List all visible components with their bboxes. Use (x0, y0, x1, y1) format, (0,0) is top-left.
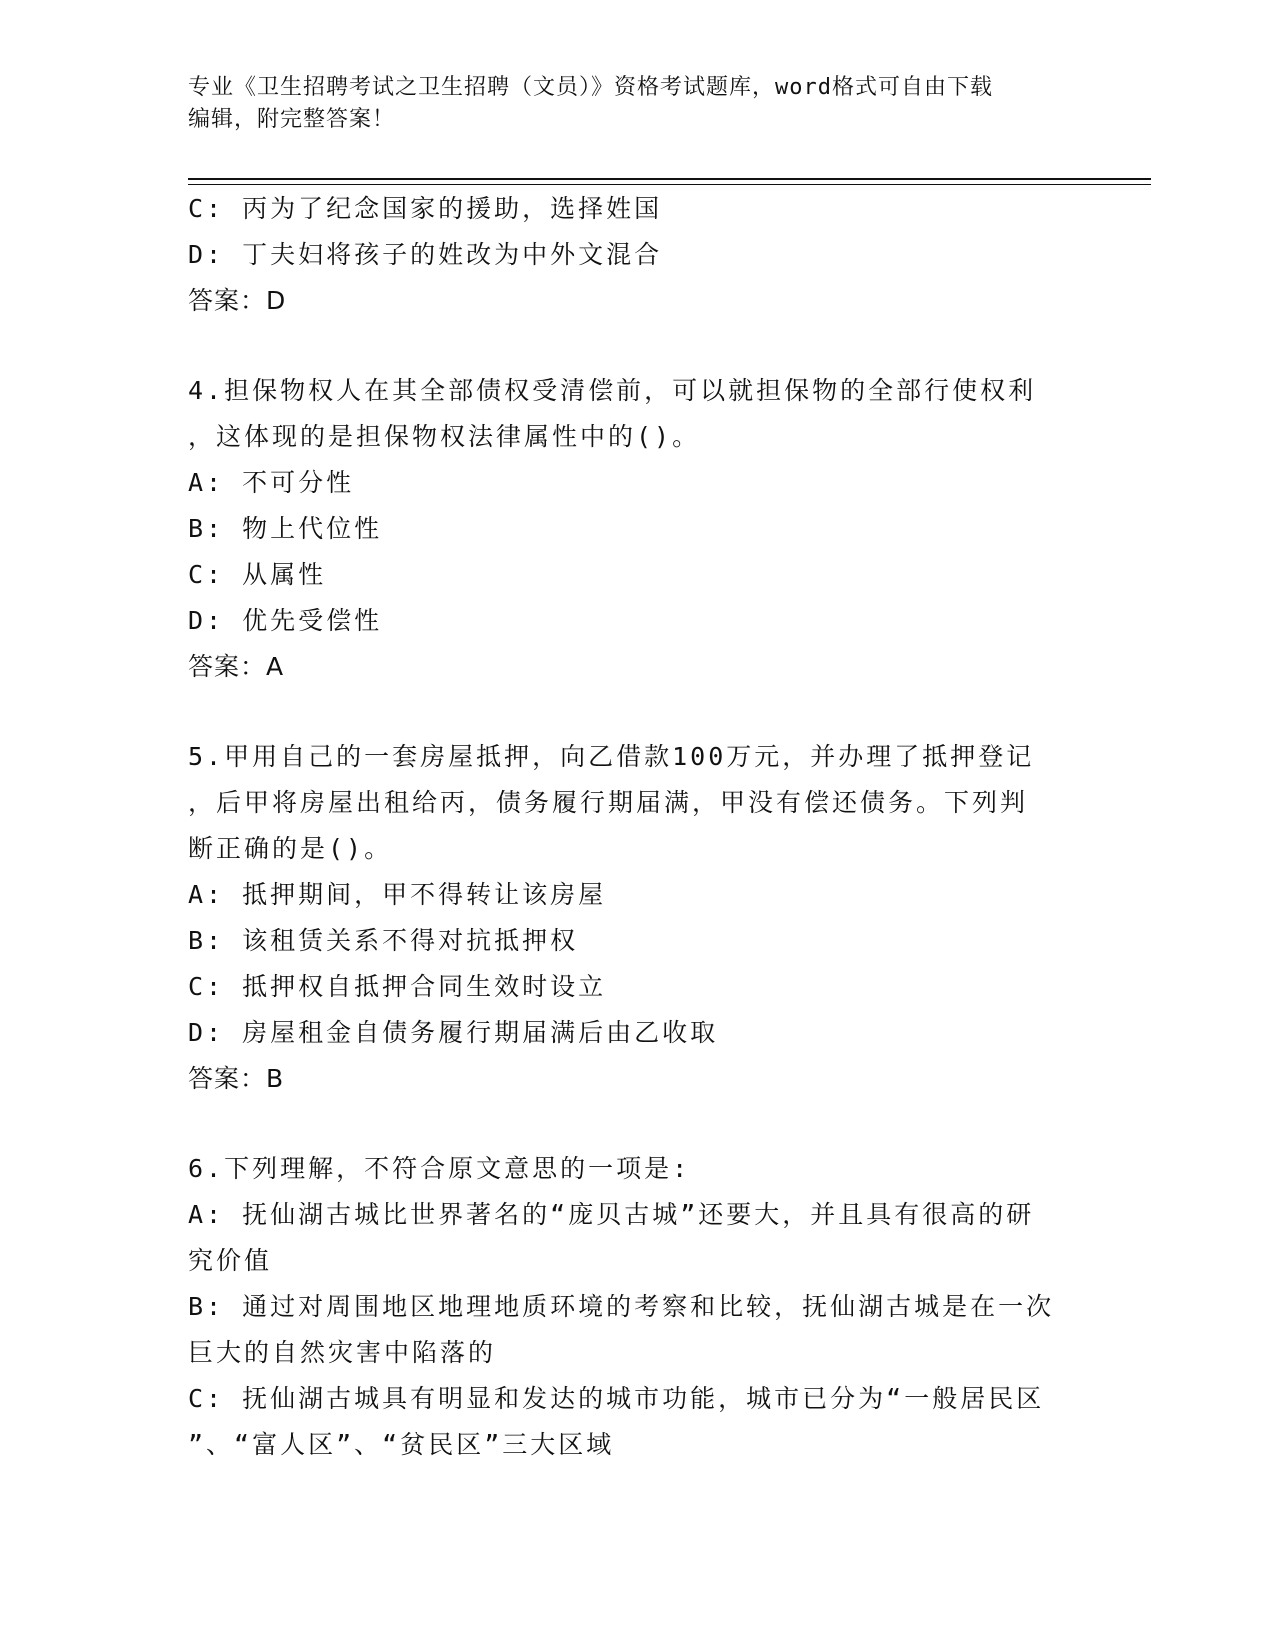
document-header (188, 72, 1088, 136)
question-stem: ，后甲将房屋出租给丙，债务履行期届满，甲没有偿还债务。下列判 (188, 788, 1029, 817)
option-a: A: 不可分性 (188, 468, 355, 497)
header-divider-thick (188, 178, 1151, 180)
option-a-continued: 究价值 (188, 1246, 273, 1275)
question-5 (188, 734, 1088, 1102)
option-d: D: 丁夫妇将孩子的姓改为中外文混合 (188, 240, 663, 269)
spacer (188, 324, 1088, 368)
option-a: A: 抚仙湖古城比世界著名的“庞贝古城”还要大，并且具有很高的研 (188, 1200, 1035, 1229)
question-stem: 5.甲用自己的一套房屋抵押，向乙借款100万元，并办理了抵押登记 (188, 742, 1035, 771)
option-b: B: 该租赁关系不得对抗抵押权 (188, 926, 579, 955)
header-line-1: 专业《卫生招聘考试之卫生招聘（文员）》资格考试题库，word格式可自由下载 (188, 75, 993, 100)
header-line-2: 编辑，附完整答案！ (188, 107, 396, 132)
answer-line: 答案：D (188, 286, 287, 315)
option-d: D: 房屋租金自债务履行期届满后由乙收取 (188, 1018, 719, 1047)
question-stem: 断正确的是()。 (188, 834, 393, 863)
header-divider-thin (188, 184, 1151, 185)
question-stem: ，这体现的是担保物权法律属性中的()。 (188, 422, 701, 451)
answer-line: 答案：A (188, 652, 285, 681)
question-stem: 6.下列理解，不符合原文意思的一项是: (188, 1154, 691, 1183)
question-6 (188, 1146, 1088, 1468)
option-a: A: 抵押期间，甲不得转让该房屋 (188, 880, 607, 909)
option-c: C: 从属性 (188, 560, 327, 589)
option-b-continued: 巨大的自然灾害中陷落的 (188, 1338, 497, 1367)
option-d: D: 优先受偿性 (188, 606, 383, 635)
answer-line: 答案：B (188, 1064, 285, 1093)
question-4 (188, 368, 1088, 690)
option-c: C: 抵押权自抵押合同生效时设立 (188, 972, 607, 1001)
question-3 (188, 186, 1088, 324)
option-c: C: 丙为了纪念国家的援助，选择姓国 (188, 194, 663, 223)
question-list (188, 186, 1088, 1468)
option-c: C: 抚仙湖古城具有明显和发达的城市功能，城市已分为“一般居民区 (188, 1384, 1045, 1413)
question-stem: 4.担保物权人在其全部债权受清偿前，可以就担保物的全部行使权利 (188, 376, 1037, 405)
option-c-continued: ”、“富人区”、“贫民区”三大区域 (188, 1430, 615, 1459)
option-b: B: 物上代位性 (188, 514, 383, 543)
spacer (188, 1102, 1088, 1146)
option-b: B: 通过对周围地区地理地质环境的考察和比较，抚仙湖古城是在一次 (188, 1292, 1055, 1321)
spacer (188, 690, 1088, 734)
